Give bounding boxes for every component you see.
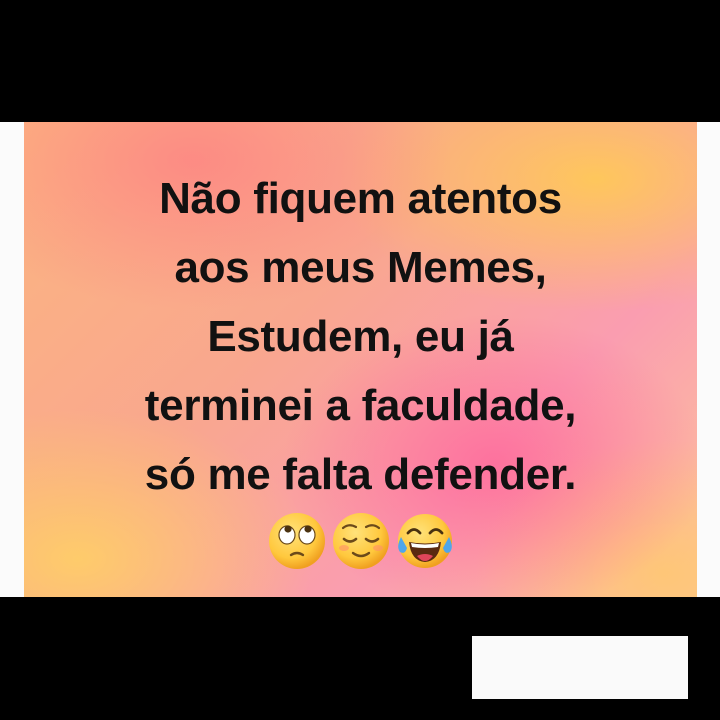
meme-line: Estudem, eu já xyxy=(207,312,514,361)
meme-card xyxy=(24,122,697,597)
meme-line: Não fiquem atentos xyxy=(159,174,562,223)
meme-line: só me falta defender. xyxy=(144,450,577,499)
right-border-strip xyxy=(697,122,720,597)
relieved-face-emoji-icon xyxy=(331,511,391,571)
left-border-strip xyxy=(0,122,24,597)
emoji-row xyxy=(24,511,697,573)
meme-line: terminei a faculdade, xyxy=(144,381,577,430)
top-black-bar xyxy=(0,0,720,122)
meme-text xyxy=(24,164,697,509)
meme-line: aos meus Memes, xyxy=(174,243,547,292)
tears-of-joy-emoji-icon xyxy=(395,511,455,571)
white-overlay-box xyxy=(472,636,688,699)
rolling-eyes-emoji-icon xyxy=(267,511,327,571)
